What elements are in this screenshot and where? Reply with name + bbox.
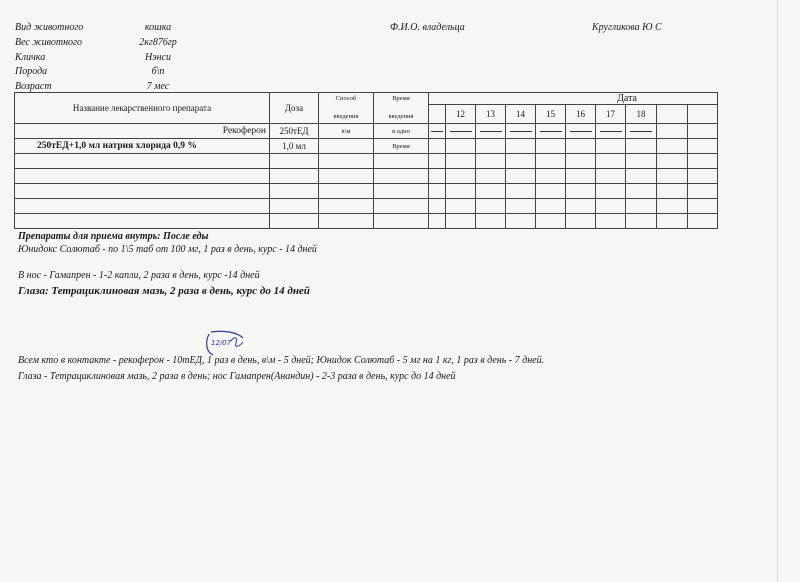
header-drug: Название лекарственного препарата: [15, 93, 270, 124]
row2-cell: [626, 139, 657, 154]
owner-label: Ф.И.О. владельца: [390, 22, 465, 33]
date-cell-15: 15: [536, 105, 566, 124]
note-line-3: Глаза: Тетрациклиновая мазь, 2 раза в день, курс до 14 дней: [18, 285, 310, 297]
species-label: Вид животного: [15, 22, 84, 33]
weight-label: Вес животного: [15, 37, 82, 48]
header-method-top: Способ: [335, 95, 357, 102]
row1-dose: 250тЕД: [270, 124, 319, 139]
row1-dose-mark: [566, 124, 596, 139]
row1-dose-mark: [536, 124, 566, 139]
page-fold-line: [777, 0, 778, 582]
empty-row: [15, 169, 718, 184]
date-cell-17: 17: [596, 105, 626, 124]
empty-row: [15, 184, 718, 199]
date-cell-12: 12: [446, 105, 476, 124]
date-cell-14: 14: [506, 105, 536, 124]
row1-cell: [657, 124, 688, 139]
row2-cell: [506, 139, 536, 154]
header-date: Дата: [429, 93, 718, 105]
row2-cell: [446, 139, 476, 154]
breed-value: б\п: [151, 66, 165, 77]
header-dose: Доза: [270, 93, 319, 124]
empty-row: [15, 154, 718, 169]
header-time-bottom: введения: [388, 113, 414, 120]
header-method: [319, 93, 374, 124]
age-label: Возраст: [15, 81, 52, 92]
name-label: Кличка: [15, 52, 46, 63]
date-cell-16: 16: [566, 105, 596, 124]
row2-time: Время: [374, 139, 429, 154]
row1-drug: Рекоферон: [15, 124, 270, 139]
row2-dose: 1,0 мл: [270, 139, 319, 154]
owner-value: Кругликова Ю С: [592, 22, 662, 33]
row1-time: в одно: [374, 124, 429, 139]
header-time: [374, 93, 429, 124]
row2-method: [319, 139, 374, 154]
oral-header: Препараты для приема внутрь: После еды: [18, 231, 209, 242]
row2-cell: [476, 139, 506, 154]
row2-cell: [429, 139, 446, 154]
age-value: 7 мес: [146, 81, 170, 92]
note-line-2: В нос - Гамапрен - 1-2 капли, 2 раза в день, курс -14 дней: [18, 270, 260, 281]
signature-stamp: [203, 328, 247, 358]
name-value: Нэнси: [144, 52, 172, 63]
treatment-table: [14, 92, 718, 229]
breed-label: Порода: [15, 66, 48, 77]
row1-dose-mark: [626, 124, 657, 139]
empty-row: [15, 214, 718, 229]
note-line-5: Глаза - Тетрациклиновая мазь, 2 раза в день; нос Гамапрен(Анандин) - 2-3 раза в день, курс до 14 дней: [18, 371, 456, 382]
empty-row: [15, 199, 718, 214]
date-cell-18: 18: [626, 105, 657, 124]
header-method-bottom: введения: [333, 113, 359, 120]
row2-cell: [688, 139, 718, 154]
stamp-text: 12/07: [211, 339, 232, 347]
row1-dose-mark: [596, 124, 626, 139]
row2-cell: [657, 139, 688, 154]
row1-dose-mark: [476, 124, 506, 139]
row2-drug: 250тЕД+1,0 мл натрия хлорида 0,9 %: [15, 139, 270, 154]
row2-cell: [536, 139, 566, 154]
row1-dose-mark: [429, 124, 446, 139]
weight-value: 2кг876гр: [139, 37, 177, 48]
row2-cell: [566, 139, 596, 154]
row1-cell: [688, 124, 718, 139]
species-value: кошка: [144, 22, 172, 33]
date-blank-cell: [429, 105, 446, 124]
row1-dose-mark: [446, 124, 476, 139]
date-cell-empty: [688, 105, 718, 124]
date-cell-empty: [657, 105, 688, 124]
note-line-1: Юнидокс Солютаб - по 1\5 таб от 100 мг, 1 раз в день, курс - 14 дней: [18, 244, 317, 255]
row2-cell: [596, 139, 626, 154]
date-cell-13: 13: [476, 105, 506, 124]
header-time-top: Время: [392, 95, 410, 102]
note-line-4: Всем кто в контакте - рекоферон - 10тЕД, 1 раз в день, в\м - 5 дней; Юнидок Солютаб - 5 мг на 1 кг, 1 раз в день - 7 дней.: [18, 355, 545, 366]
row1-dose-mark: [506, 124, 536, 139]
row1-method: в\м: [319, 124, 374, 139]
